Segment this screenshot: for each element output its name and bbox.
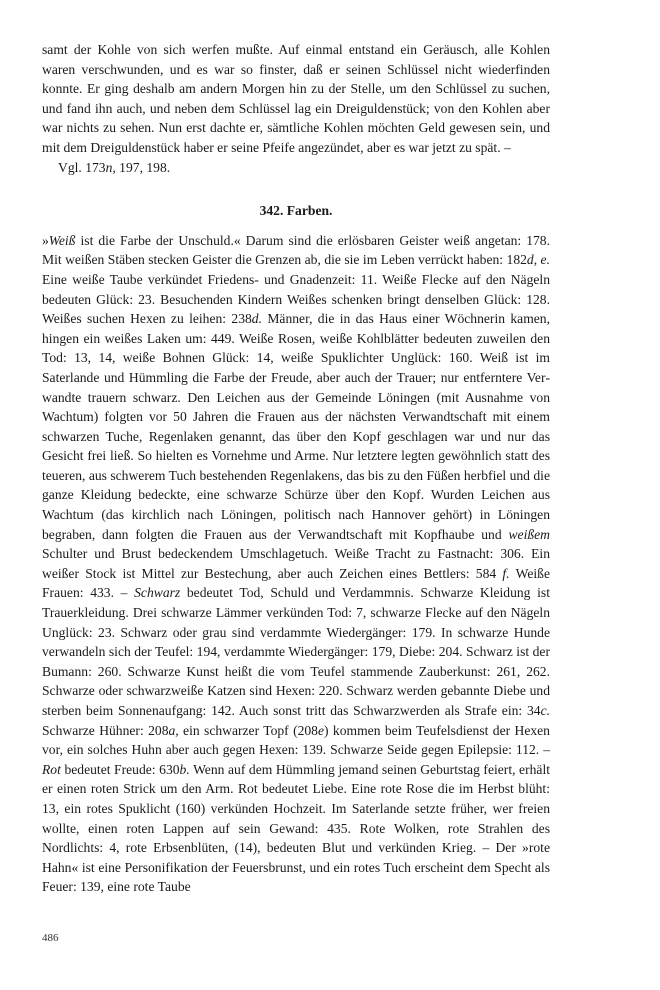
body-italic: b. xyxy=(179,761,190,777)
body-segment: Schwarze Hühner: 208 xyxy=(42,722,169,738)
body-italic: f. xyxy=(502,565,510,581)
continuation-paragraph: samt der Kohle von sich werfen mußte. Auf einmal entstand ein Geräusch, alle Kohlen waren verschwunden, und es war so finster, daß er seinen Schlüssel nicht wiederfinden konnte. Er ging deshalb am andern Morgen hin zu der Stelle, um den Schlüssel zu suchen, und fand ihn auch, und neben dem Schlüssel lag ein Dreiguldenstück; von den Kohlen aber war nichts zu sehen. Nun erst dachte er, sämtliche Kohlen möchten Geld gewesen sein, und mit dem Dreiguldenstück haber er seine Pfeife angezündet, aber es war jetzt zu spät. – xyxy=(42,42,550,155)
body-italic: e xyxy=(317,722,325,738)
crossref-prefix: Vgl. 173 xyxy=(58,159,106,175)
body-italic: a, xyxy=(168,722,179,738)
body-italic: weißem xyxy=(508,526,550,542)
body-italic: d. xyxy=(251,311,262,327)
body-segment: » xyxy=(42,232,49,248)
term-weiss: Weiß xyxy=(48,232,76,248)
cross-reference xyxy=(42,158,550,178)
section-heading: 342. Farben. xyxy=(259,203,333,219)
crossref-italic: n, xyxy=(105,159,116,175)
body-segment: ein schwarzer Topf (208 xyxy=(178,722,318,738)
page-text-block xyxy=(42,40,550,897)
body-segment: Eine weiße Taube verkündet Friedens- und Gnadenzeit: 11. Weiße Flecke auf den Nägeln bedeuten Glück: 23. Besuchenden Kindern Weißes schenken bringt denselben Glück: 128. Weißes suchen Hexen zu leihen: 238 xyxy=(42,271,550,327)
body-segment: bedeutet Freude: 630 xyxy=(60,761,180,777)
body-segment: bedeutet Tod, Schuld und Verdammnis. Schwarze Kleidung ist Trauerkleidung. Drei schwarze Lämmer verkünden Tod: 7, schwarze Flecke auf den Nägeln Unglück: 23. Schwarz oder grau sind verdammte Wiedergänger: 179. In schwarze Hunde verwandeln sich der Teufel: 194, verdammte Wiedergänger: 179, Diebe: 204. Schwarz ist der Bumann: 260. Schwarze Kunst heißt die vom Teufel stammende Zauberkunst: 261, 262. Schwarze oder schwarzweiße Katzen sind Hexen: 220. Schwarz werden gebannte Diebe und sterben beim Sonnenaufgang: 142. Auch sonst tritt das Schwarzwerden als Strafe ein: 34 xyxy=(42,585,550,718)
body-italic: d, e. xyxy=(526,252,550,268)
body-segment: ist die Farbe der Unschuld.« Darum sind die erlösbaren Geister weiß angetan: 178. Mit weißen Stäben stecken Geister die Grenzen ab, die sie im Leben verrückt haben: 182 xyxy=(42,232,550,268)
body-segment: Männer, die in das Haus einer Wöchnerin kamen, hingen ein weißes Laken um: 449. Weiße Rosen, weiße Kohlblätter bedeuten zuweilen den Tod: 13, 14, weiße Bohnen Glück: 14, weiße Spuklichter Unglück: 160. Weiß ist im Saterlande und Hümmling die Farbe der Freude, aber auch der Trauer; nur entferntere Verwandte trauern schwarz. Den Leichen aus der Gemeinde Löningen (mit Ausnahme von Wachtum) folgten vor 50 Jahren die Frauen aus der nächsten Verwandtschaft mit einem schwarzen Tuche, Regenlaken genannt, das über den Kopf geschlagen war und nur das Gesicht frei ließ. So hielten es Vornehme und Arme. Nur letztere legten gewöhnlich statt des teueren, aus schwerem Tuch bestehenden Regenlakens, das bis zu den Füßen herbfiel und die ganze Kleidung bedeckte, eine schwarze Schürze über den Kopf. Wurden Leichen aus Wachtum (das kirchlich nach Löningen, politisch nach Hannover gehört) in Löningen begraben, dann folgten die Frauen aus der Verwandtschaft mit Kopfhaube und xyxy=(42,311,550,542)
body-segment: Weiße Frauen: 433. – xyxy=(42,565,550,601)
body-segment: ) kommen beim Teufelsdienst der Hexen vor, ein solches Huhn aber auch gegen Hexen: 139. Schwarze Seide gegen Epilepsie: 112. – xyxy=(42,722,550,758)
body-segment: Schulter und Brust bedeckendem Umschlagetuch. Weiße Tracht zu Fastnacht: 306. Ein weißer Stock ist Mittel zur Bestechung, aber auch Zeichen eines Bettlers: 584 xyxy=(42,546,550,581)
body-italic: c. xyxy=(540,703,550,718)
body-segment: Wenn auf dem Hümmling jemand seinen Geburtstag feiert, erhält er einen roten Strick um den Arm. Rot bedeutet Liebe. Eine rote Rose die im Herbst blüht: 13, ein rotes Spuklicht (160) verkünden Hochzeit. Im Saterlande setzte früher, wer freien wollte, einen roten Lappen auf sein Gewand: 435. Rote Wolken, rote Strahlen des Nordlichts: 4, rote Erbsenblüten, (14), bedeuten Blut und verkünden Krieg. – Der »rote Hahn« ist eine Personifikation der Feuersbrunst, und ein rotes Tuch erscheint dem Specht als Feuer: 139, eine rote Taube xyxy=(42,761,551,895)
page-number: 486 xyxy=(42,932,59,944)
crossref-suffix: 197, 198. xyxy=(115,159,171,175)
term-rot: Rot xyxy=(42,761,61,777)
term-schwarz: Schwarz xyxy=(134,585,181,601)
section-body xyxy=(42,231,550,897)
